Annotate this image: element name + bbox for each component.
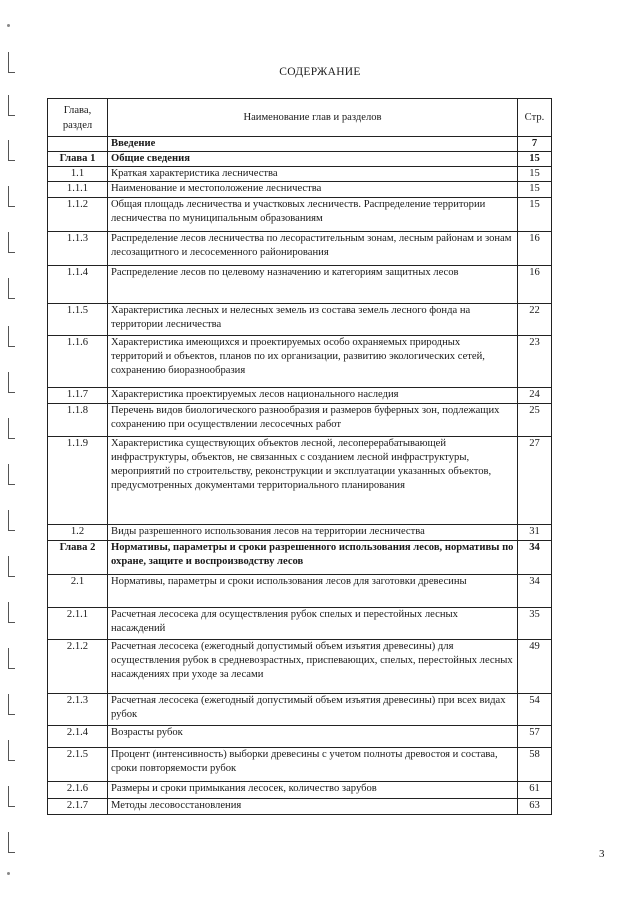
toc-section-title: Перечень видов биологического разнообразия и размеров буферных зон, подлежащих сохранению при осуществлении лесосечных работ xyxy=(108,404,518,437)
toc-page-number: 34 xyxy=(518,575,552,608)
toc-section-number: 1.1.9 xyxy=(48,437,108,525)
toc-page-number: 15 xyxy=(518,167,552,182)
binder-dot xyxy=(7,872,10,875)
toc-section-number: 1.1.3 xyxy=(48,232,108,266)
toc-section-number: 1.1.6 xyxy=(48,336,108,388)
binder-mark xyxy=(8,740,15,761)
toc-section-number: 2.1.2 xyxy=(48,640,108,694)
page-number: 3 xyxy=(599,848,605,860)
toc-page-number: 23 xyxy=(518,336,552,388)
toc-section-number: 2.1.7 xyxy=(48,799,108,815)
toc-section-number: 1.1.8 xyxy=(48,404,108,437)
binder-mark xyxy=(8,648,15,669)
toc-row xyxy=(48,608,552,640)
toc-section-title: Краткая характеристика лесничества xyxy=(108,167,518,182)
header-page: Стр. xyxy=(518,99,552,137)
toc-row xyxy=(48,152,552,167)
toc-section-number: Глава 2 xyxy=(48,541,108,575)
toc-row xyxy=(48,640,552,694)
toc-section-number: 1.1 xyxy=(48,167,108,182)
toc-section-title: Расчетная лесосека (ежегодный допустимый объем изъятия древесины) при всех видах рубок xyxy=(108,694,518,726)
toc-page-number: 58 xyxy=(518,748,552,782)
document-title: СОДЕРЖАНИЕ xyxy=(279,66,361,78)
toc-row xyxy=(48,541,552,575)
toc-page-number: 35 xyxy=(518,608,552,640)
toc-section-number: 1.1.2 xyxy=(48,198,108,232)
binder-mark xyxy=(8,418,15,439)
binder-mark xyxy=(8,602,15,623)
toc-page-number: 25 xyxy=(518,404,552,437)
toc-section-number: 2.1 xyxy=(48,575,108,608)
toc-page-number: 24 xyxy=(518,388,552,404)
toc-section-title: Нормативы, параметры и сроки разрешенного использования лесов, нормативы по охране, защите и воспроизводству лесов xyxy=(108,541,518,575)
toc-section-title: Наименование и местоположение лесничества xyxy=(108,182,518,198)
toc-page-number: 31 xyxy=(518,525,552,541)
toc-row xyxy=(48,748,552,782)
toc-page-number: 16 xyxy=(518,232,552,266)
toc-section-number: 1.1.7 xyxy=(48,388,108,404)
binder-dot xyxy=(7,24,10,27)
toc-body xyxy=(48,137,552,815)
binder-mark xyxy=(8,326,15,347)
toc-row xyxy=(48,799,552,815)
toc-section-title: Нормативы, параметры и сроки использования лесов для заготовки древесины xyxy=(108,575,518,608)
toc-row xyxy=(48,575,552,608)
toc-page-number: 34 xyxy=(518,541,552,575)
toc-header-row xyxy=(48,99,552,137)
toc-section-title: Характеристика имеющихся и проектируемых особо охраняемых природных территорий и объектов, планов по их организации, развитию экологических сетей, сохранению биоразнообразия xyxy=(108,336,518,388)
toc-row xyxy=(48,182,552,198)
toc-section-number: 2.1.6 xyxy=(48,782,108,799)
toc-row xyxy=(48,437,552,525)
toc-section-title: Характеристика проектируемых лесов национального наследия xyxy=(108,388,518,404)
binder-mark xyxy=(8,786,15,807)
toc-page-number: 7 xyxy=(518,137,552,152)
toc-row xyxy=(48,782,552,799)
toc-page-number: 27 xyxy=(518,437,552,525)
toc-row xyxy=(48,726,552,748)
binder-mark xyxy=(8,832,15,853)
toc-section-title: Характеристика существующих объектов лесной, лесоперерабатывающей инфраструктуры, объектов, не связанных с созданием лесной инфраструктуры, мероприятий по строительству, реконструкции и эксплуатации указанных объектов, предусмотренных документами территориального планирования xyxy=(108,437,518,525)
toc-page-number: 15 xyxy=(518,182,552,198)
toc-page-number: 16 xyxy=(518,266,552,304)
binder-mark xyxy=(8,694,15,715)
toc-section-number: 1.1.1 xyxy=(48,182,108,198)
toc-section-title: Возрасты рубок xyxy=(108,726,518,748)
toc-section-title: Процент (интенсивность) выборки древесины с учетом полноты древостоя и состава, сроки повторяемости рубок xyxy=(108,748,518,782)
toc-row xyxy=(48,304,552,336)
toc-page-number: 57 xyxy=(518,726,552,748)
toc-row xyxy=(48,167,552,182)
toc-section-number: 1.2 xyxy=(48,525,108,541)
toc-section-number: Глава 1 xyxy=(48,152,108,167)
binder-mark xyxy=(8,95,15,116)
toc-section-title: Общие сведения xyxy=(108,152,518,167)
binder-mark xyxy=(8,510,15,531)
toc-section-title: Общая площадь лесничества и участковых лесничеств. Распределение территории лесничества по муниципальным образованиям xyxy=(108,198,518,232)
toc-section-number: 1.1.4 xyxy=(48,266,108,304)
binder-mark xyxy=(8,186,15,207)
toc-row xyxy=(48,388,552,404)
toc-section-number: 2.1.5 xyxy=(48,748,108,782)
toc-row xyxy=(48,266,552,304)
toc-section-number: 1.1.5 xyxy=(48,304,108,336)
toc-row xyxy=(48,525,552,541)
toc-section-title: Размеры и сроки примыкания лесосек, количество зарубов xyxy=(108,782,518,799)
toc-table xyxy=(47,98,552,815)
toc-page-number: 15 xyxy=(518,198,552,232)
toc-page-number: 49 xyxy=(518,640,552,694)
toc-page-number: 61 xyxy=(518,782,552,799)
toc-section-title: Характеристика лесных и нелесных земель из состава земель лесного фонда на территории лесничества xyxy=(108,304,518,336)
header-chapter: Глава, раздел xyxy=(48,99,108,137)
toc-row xyxy=(48,232,552,266)
toc-page-number: 63 xyxy=(518,799,552,815)
toc-page-number: 54 xyxy=(518,694,552,726)
toc-section-number: 2.1.4 xyxy=(48,726,108,748)
toc-section-title: Распределение лесов по целевому назначению и категориям защитных лесов xyxy=(108,266,518,304)
binder-mark xyxy=(8,372,15,393)
toc-row xyxy=(48,404,552,437)
toc-row xyxy=(48,694,552,726)
toc-section-number xyxy=(48,137,108,152)
binder-mark xyxy=(8,140,15,161)
binder-edge xyxy=(0,0,20,905)
toc-section-title: Распределение лесов лесничества по лесорастительным зонам, лесным районам и зонам лесозащитного и лесосеменного районирования xyxy=(108,232,518,266)
toc-section-title: Введение xyxy=(108,137,518,152)
toc-section-title: Расчетная лесосека для осуществления рубок спелых и перестойных лесных насаждений xyxy=(108,608,518,640)
toc-row xyxy=(48,336,552,388)
binder-mark xyxy=(8,556,15,577)
header-name: Наименование глав и разделов xyxy=(108,99,518,137)
binder-mark xyxy=(8,464,15,485)
binder-mark xyxy=(8,278,15,299)
toc-section-number: 2.1.1 xyxy=(48,608,108,640)
toc-section-title: Методы лесовосстановления xyxy=(108,799,518,815)
toc-page-number: 15 xyxy=(518,152,552,167)
toc-section-number: 2.1.3 xyxy=(48,694,108,726)
toc-section-title: Расчетная лесосека (ежегодный допустимый объем изъятия древесины) для осуществления рубок в средневозрастных, приспевающих, спелых, перестойных лесных насаждениях при уходе за лесами xyxy=(108,640,518,694)
toc-row xyxy=(48,137,552,152)
binder-mark xyxy=(8,232,15,253)
toc-page-number: 22 xyxy=(518,304,552,336)
toc-row xyxy=(48,198,552,232)
toc-section-title: Виды разрешенного использования лесов на территории лесничества xyxy=(108,525,518,541)
